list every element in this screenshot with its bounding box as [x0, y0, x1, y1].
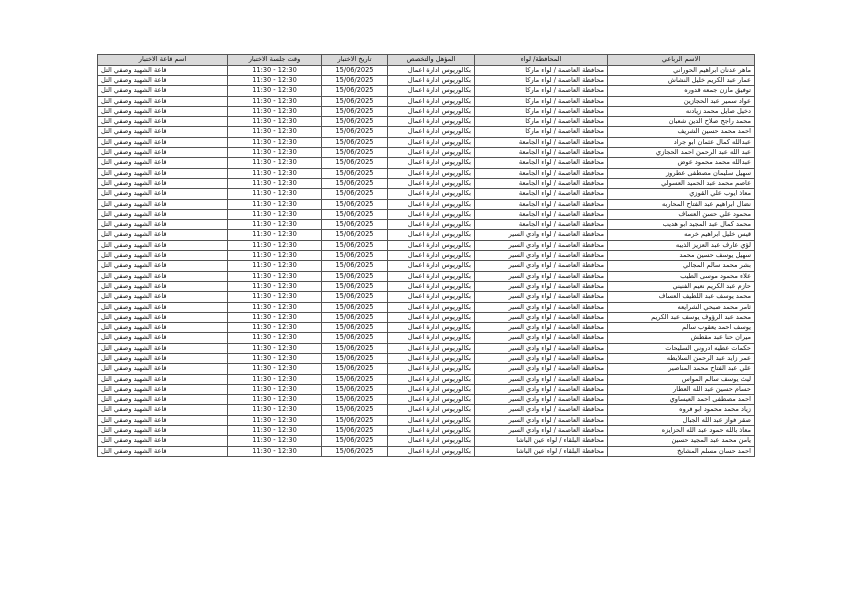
cell-governorate: محافظة العاصمة / لواء الجامعة: [475, 189, 608, 199]
header-exam-hall: اسم قاعة الاختبار: [98, 55, 228, 66]
cell-governorate: محافظة العاصمة / لواء الجامعة: [475, 178, 608, 188]
cell-exam-hall: قاعة الشهيد وصفي التل: [98, 86, 228, 96]
cell-full-name: احمد حسان مسلم المشايخ: [608, 446, 755, 456]
table-row: [98, 199, 755, 209]
table-row: [98, 343, 755, 353]
cell-qualification: بكالوريوس ادارة اعمال: [388, 168, 475, 178]
table-row: [98, 106, 755, 116]
cell-exam-date: 15/06/2025: [322, 364, 388, 374]
cell-full-name: بشر محمد سالم المجالي: [608, 261, 755, 271]
cell-exam-time: 11:30 - 12:30: [228, 415, 322, 425]
cell-qualification: بكالوريوس ادارة اعمال: [388, 384, 475, 394]
cell-exam-date: 15/06/2025: [322, 240, 388, 250]
table-row: [98, 137, 755, 147]
cell-governorate: محافظة البلقاء / لواء عين الباشا: [475, 446, 608, 456]
cell-governorate: محافظة العاصمة / لواء ماركا: [475, 106, 608, 116]
cell-exam-date: 15/06/2025: [322, 384, 388, 394]
cell-exam-time: 11:30 - 12:30: [228, 251, 322, 261]
cell-exam-hall: قاعة الشهيد وصفي التل: [98, 148, 228, 158]
cell-full-name: ليث يوسف سالم المواس: [608, 374, 755, 384]
cell-qualification: بكالوريوس ادارة اعمال: [388, 343, 475, 353]
cell-exam-date: 15/06/2025: [322, 251, 388, 261]
cell-exam-time: 11:30 - 12:30: [228, 302, 322, 312]
cell-exam-hall: قاعة الشهيد وصفي التل: [98, 220, 228, 230]
cell-exam-date: 15/06/2025: [322, 426, 388, 436]
table-row: [98, 333, 755, 343]
cell-governorate: محافظة العاصمة / لواء الجامعة: [475, 137, 608, 147]
cell-qualification: بكالوريوس ادارة اعمال: [388, 240, 475, 250]
cell-full-name: سهيل سليمان مصطفى عطروز: [608, 168, 755, 178]
cell-exam-time: 11:30 - 12:30: [228, 189, 322, 199]
cell-qualification: بكالوريوس ادارة اعمال: [388, 178, 475, 188]
cell-exam-time: 11:30 - 12:30: [228, 374, 322, 384]
cell-qualification: بكالوريوس ادارة اعمال: [388, 405, 475, 415]
cell-exam-date: 15/06/2025: [322, 302, 388, 312]
cell-exam-time: 11:30 - 12:30: [228, 333, 322, 343]
table-row: [98, 446, 755, 456]
cell-governorate: محافظة العاصمة / لواء وادي السير: [475, 251, 608, 261]
cell-governorate: محافظة العاصمة / لواء وادي السير: [475, 271, 608, 281]
cell-qualification: بكالوريوس ادارة اعمال: [388, 271, 475, 281]
cell-exam-date: 15/06/2025: [322, 281, 388, 291]
cell-governorate: محافظة العاصمة / لواء وادي السير: [475, 240, 608, 250]
cell-qualification: بكالوريوس ادارة اعمال: [388, 106, 475, 116]
cell-governorate: محافظة العاصمة / لواء وادي السير: [475, 261, 608, 271]
cell-governorate: محافظة العاصمة / لواء وادي السير: [475, 426, 608, 436]
cell-qualification: بكالوريوس ادارة اعمال: [388, 374, 475, 384]
table-row: [98, 415, 755, 425]
cell-full-name: قيس خليل ابراهيم خرمه: [608, 230, 755, 240]
cell-exam-date: 15/06/2025: [322, 405, 388, 415]
cell-governorate: محافظة العاصمة / لواء وادي السير: [475, 281, 608, 291]
cell-exam-date: 15/06/2025: [322, 436, 388, 446]
cell-exam-hall: قاعة الشهيد وصفي التل: [98, 65, 228, 75]
cell-qualification: بكالوريوس ادارة اعمال: [388, 395, 475, 405]
cell-full-name: حسام حسين عبد الله العطار: [608, 384, 755, 394]
cell-exam-time: 11:30 - 12:30: [228, 343, 322, 353]
cell-exam-time: 11:30 - 12:30: [228, 405, 322, 415]
cell-exam-time: 11:30 - 12:30: [228, 158, 322, 168]
cell-exam-hall: قاعة الشهيد وصفي التل: [98, 117, 228, 127]
header-full-name: الاسم الرباعي: [608, 55, 755, 66]
cell-governorate: محافظة العاصمة / لواء وادي السير: [475, 384, 608, 394]
cell-exam-time: 11:30 - 12:30: [228, 168, 322, 178]
cell-exam-date: 15/06/2025: [322, 106, 388, 116]
table-row: [98, 374, 755, 384]
cell-full-name: محمد كمال عبد المجيد ابو هديب: [608, 220, 755, 230]
cell-full-name: محمود علي حسن العساف: [608, 209, 755, 219]
cell-exam-hall: قاعة الشهيد وصفي التل: [98, 343, 228, 353]
cell-full-name: صقر فواز عبد الله الجبال: [608, 415, 755, 425]
cell-exam-date: 15/06/2025: [322, 446, 388, 456]
cell-qualification: بكالوريوس ادارة اعمال: [388, 230, 475, 240]
cell-governorate: محافظة العاصمة / لواء الجامعة: [475, 209, 608, 219]
cell-qualification: بكالوريوس ادارة اعمال: [388, 148, 475, 158]
cell-exam-hall: قاعة الشهيد وصفي التل: [98, 312, 228, 322]
table-row: [98, 240, 755, 250]
cell-qualification: بكالوريوس ادارة اعمال: [388, 364, 475, 374]
cell-exam-hall: قاعة الشهيد وصفي التل: [98, 240, 228, 250]
header-qualification: المؤهل والتخصص: [388, 55, 475, 66]
cell-governorate: محافظة العاصمة / لواء الجامعة: [475, 220, 608, 230]
cell-full-name: حكمات عطيه ادروني السليحات: [608, 343, 755, 353]
cell-qualification: بكالوريوس ادارة اعمال: [388, 261, 475, 271]
cell-full-name: عمار عبد الكريم خليل النشاش: [608, 75, 755, 85]
cell-exam-time: 11:30 - 12:30: [228, 354, 322, 364]
cell-exam-time: 11:30 - 12:30: [228, 261, 322, 271]
table-row: [98, 261, 755, 271]
cell-exam-time: 11:30 - 12:30: [228, 271, 322, 281]
cell-exam-hall: قاعة الشهيد وصفي التل: [98, 292, 228, 302]
cell-full-name: حازم عبد الكريم نعيم الفنيني: [608, 281, 755, 291]
cell-exam-hall: قاعة الشهيد وصفي التل: [98, 364, 228, 374]
header-exam-time: وقت جلسة الاختبار: [228, 55, 322, 66]
cell-full-name: زياد محمد محمود ابو فروه: [608, 405, 755, 415]
cell-exam-time: 11:30 - 12:30: [228, 292, 322, 302]
cell-exam-date: 15/06/2025: [322, 75, 388, 85]
table-row: [98, 405, 755, 415]
cell-exam-date: 15/06/2025: [322, 323, 388, 333]
cell-qualification: بكالوريوس ادارة اعمال: [388, 333, 475, 343]
cell-governorate: محافظة العاصمة / لواء وادي السير: [475, 323, 608, 333]
table-row: [98, 364, 755, 374]
cell-qualification: بكالوريوس ادارة اعمال: [388, 199, 475, 209]
cell-governorate: محافظة العاصمة / لواء وادي السير: [475, 395, 608, 405]
cell-governorate: محافظة العاصمة / لواء وادي السير: [475, 302, 608, 312]
cell-exam-hall: قاعة الشهيد وصفي التل: [98, 302, 228, 312]
header-exam-date: تاريخ الاختبار: [322, 55, 388, 66]
table-row: [98, 281, 755, 291]
exam-schedule-table: [97, 54, 755, 457]
cell-exam-time: 11:30 - 12:30: [228, 220, 322, 230]
cell-exam-date: 15/06/2025: [322, 65, 388, 75]
table-row: [98, 230, 755, 240]
cell-governorate: محافظة العاصمة / لواء وادي السير: [475, 333, 608, 343]
cell-exam-hall: قاعة الشهيد وصفي التل: [98, 374, 228, 384]
cell-full-name: لؤي عارف عبد العزيز الذيبه: [608, 240, 755, 250]
cell-exam-time: 11:30 - 12:30: [228, 240, 322, 250]
table-row: [98, 384, 755, 394]
table-row: [98, 86, 755, 96]
cell-governorate: محافظة العاصمة / لواء الجامعة: [475, 158, 608, 168]
cell-exam-hall: قاعة الشهيد وصفي التل: [98, 333, 228, 343]
cell-qualification: بكالوريوس ادارة اعمال: [388, 209, 475, 219]
cell-exam-time: 11:30 - 12:30: [228, 364, 322, 374]
cell-governorate: محافظة العاصمة / لواء وادي السير: [475, 364, 608, 374]
cell-exam-date: 15/06/2025: [322, 292, 388, 302]
cell-full-name: احمد مصطفى احمد العيساوي: [608, 395, 755, 405]
cell-exam-hall: قاعة الشهيد وصفي التل: [98, 261, 228, 271]
cell-qualification: بكالوريوس ادارة اعمال: [388, 354, 475, 364]
cell-exam-time: 11:30 - 12:30: [228, 312, 322, 322]
cell-full-name: يوسف احمد يعقوب سالم: [608, 323, 755, 333]
cell-exam-date: 15/06/2025: [322, 415, 388, 425]
cell-exam-date: 15/06/2025: [322, 137, 388, 147]
cell-exam-hall: قاعة الشهيد وصفي التل: [98, 436, 228, 446]
cell-exam-date: 15/06/2025: [322, 312, 388, 322]
cell-governorate: محافظة العاصمة / لواء الجامعة: [475, 168, 608, 178]
cell-exam-time: 11:30 - 12:30: [228, 86, 322, 96]
cell-exam-time: 11:30 - 12:30: [228, 65, 322, 75]
cell-qualification: بكالوريوس ادارة اعمال: [388, 65, 475, 75]
cell-qualification: بكالوريوس ادارة اعمال: [388, 426, 475, 436]
cell-qualification: بكالوريوس ادارة اعمال: [388, 281, 475, 291]
cell-qualification: بكالوريوس ادارة اعمال: [388, 137, 475, 147]
cell-full-name: ماهر عدنان ابراهيم الحوراني: [608, 65, 755, 75]
table-row: [98, 436, 755, 446]
cell-exam-hall: قاعة الشهيد وصفي التل: [98, 199, 228, 209]
cell-exam-hall: قاعة الشهيد وصفي التل: [98, 209, 228, 219]
cell-exam-hall: قاعة الشهيد وصفي التل: [98, 230, 228, 240]
cell-qualification: بكالوريوس ادارة اعمال: [388, 415, 475, 425]
cell-exam-hall: قاعة الشهيد وصفي التل: [98, 189, 228, 199]
table-row: [98, 158, 755, 168]
cell-exam-time: 11:30 - 12:30: [228, 96, 322, 106]
cell-exam-time: 11:30 - 12:30: [228, 106, 322, 116]
table-header-row: [98, 55, 755, 66]
cell-exam-hall: قاعة الشهيد وصفي التل: [98, 415, 228, 425]
cell-qualification: بكالوريوس ادارة اعمال: [388, 446, 475, 456]
cell-exam-date: 15/06/2025: [322, 117, 388, 127]
cell-qualification: بكالوريوس ادارة اعمال: [388, 302, 475, 312]
cell-exam-date: 15/06/2025: [322, 189, 388, 199]
cell-full-name: دخيل صايل محمد زيادنه: [608, 106, 755, 116]
cell-exam-time: 11:30 - 12:30: [228, 127, 322, 137]
cell-full-name: نضال ابراهيم عبد الفتاح المحاربه: [608, 199, 755, 209]
cell-exam-hall: قاعة الشهيد وصفي التل: [98, 127, 228, 137]
cell-governorate: محافظة العاصمة / لواء وادي السير: [475, 312, 608, 322]
cell-exam-time: 11:30 - 12:30: [228, 178, 322, 188]
cell-full-name: احمد محمد حسين الشريف: [608, 127, 755, 137]
cell-governorate: محافظة العاصمة / لواء ماركا: [475, 86, 608, 96]
cell-governorate: محافظة العاصمة / لواء الجامعة: [475, 148, 608, 158]
cell-exam-time: 11:30 - 12:30: [228, 75, 322, 85]
cell-full-name: علي عبد الفتاح محمد المناصير: [608, 364, 755, 374]
cell-full-name: عبد الله عبد الرحمن احمد الحجازي: [608, 148, 755, 158]
table-row: [98, 127, 755, 137]
cell-full-name: علاء محمود موسى الطيب: [608, 271, 755, 281]
table-row: [98, 117, 755, 127]
cell-exam-hall: قاعة الشهيد وصفي التل: [98, 405, 228, 415]
table-row: [98, 209, 755, 219]
cell-exam-time: 11:30 - 12:30: [228, 426, 322, 436]
cell-governorate: محافظة العاصمة / لواء ماركا: [475, 96, 608, 106]
cell-exam-date: 15/06/2025: [322, 261, 388, 271]
cell-qualification: بكالوريوس ادارة اعمال: [388, 189, 475, 199]
cell-exam-date: 15/06/2025: [322, 333, 388, 343]
table-row: [98, 302, 755, 312]
cell-full-name: محمد عبد الرؤوف يوسف عبد الكريم: [608, 312, 755, 322]
cell-full-name: ميران حنا عبد مقطش: [608, 333, 755, 343]
cell-qualification: بكالوريوس ادارة اعمال: [388, 158, 475, 168]
cell-exam-time: 11:30 - 12:30: [228, 446, 322, 456]
cell-exam-hall: قاعة الشهيد وصفي التل: [98, 384, 228, 394]
cell-exam-hall: قاعة الشهيد وصفي التل: [98, 106, 228, 116]
cell-full-name: معاذ بالله حمود عبد الله الحزايزه: [608, 426, 755, 436]
cell-governorate: محافظة العاصمة / لواء ماركا: [475, 117, 608, 127]
table-row: [98, 323, 755, 333]
cell-full-name: عمر زايد عبد الرحمن السلايطه: [608, 354, 755, 364]
cell-exam-date: 15/06/2025: [322, 395, 388, 405]
cell-full-name: محمد يوسف عبد اللطيف العساف: [608, 292, 755, 302]
cell-exam-hall: قاعة الشهيد وصفي التل: [98, 178, 228, 188]
table-row: [98, 189, 755, 199]
cell-governorate: محافظة العاصمة / لواء وادي السير: [475, 415, 608, 425]
cell-exam-date: 15/06/2025: [322, 354, 388, 364]
cell-qualification: بكالوريوس ادارة اعمال: [388, 127, 475, 137]
table-row: [98, 148, 755, 158]
cell-full-name: عواد سمير عبد الحجازين: [608, 96, 755, 106]
cell-exam-time: 11:30 - 12:30: [228, 199, 322, 209]
table-row: [98, 251, 755, 261]
cell-exam-date: 15/06/2025: [322, 168, 388, 178]
table-row: [98, 75, 755, 85]
cell-governorate: محافظة العاصمة / لواء ماركا: [475, 75, 608, 85]
cell-qualification: بكالوريوس ادارة اعمال: [388, 251, 475, 261]
cell-exam-date: 15/06/2025: [322, 343, 388, 353]
table-row: [98, 96, 755, 106]
cell-governorate: محافظة العاصمة / لواء وادي السير: [475, 405, 608, 415]
cell-qualification: بكالوريوس ادارة اعمال: [388, 96, 475, 106]
cell-exam-date: 15/06/2025: [322, 86, 388, 96]
table-row: [98, 354, 755, 364]
cell-full-name: عاصم محمد عبد الحميد العسولي: [608, 178, 755, 188]
cell-exam-date: 15/06/2025: [322, 148, 388, 158]
cell-full-name: عبدالله محمد محمود عوض: [608, 158, 755, 168]
table-row: [98, 168, 755, 178]
cell-exam-date: 15/06/2025: [322, 230, 388, 240]
cell-exam-time: 11:30 - 12:30: [228, 436, 322, 446]
cell-exam-hall: قاعة الشهيد وصفي التل: [98, 281, 228, 291]
table-row: [98, 65, 755, 75]
cell-exam-hall: قاعة الشهيد وصفي التل: [98, 96, 228, 106]
cell-exam-hall: قاعة الشهيد وصفي التل: [98, 75, 228, 85]
cell-full-name: سهيل يوسف حسين محمد: [608, 251, 755, 261]
cell-governorate: محافظة البلقاء / لواء عين الباشا: [475, 436, 608, 446]
cell-exam-time: 11:30 - 12:30: [228, 395, 322, 405]
cell-governorate: محافظة العاصمة / لواء ماركا: [475, 65, 608, 75]
cell-exam-time: 11:30 - 12:30: [228, 117, 322, 127]
cell-exam-hall: قاعة الشهيد وصفي التل: [98, 323, 228, 333]
cell-qualification: بكالوريوس ادارة اعمال: [388, 292, 475, 302]
cell-exam-date: 15/06/2025: [322, 158, 388, 168]
table-row: [98, 292, 755, 302]
table-row: [98, 220, 755, 230]
cell-exam-hall: قاعة الشهيد وصفي التل: [98, 158, 228, 168]
cell-governorate: محافظة العاصمة / لواء وادي السير: [475, 374, 608, 384]
header-governorate: المحافظة/ لواء: [475, 55, 608, 66]
cell-qualification: بكالوريوس ادارة اعمال: [388, 86, 475, 96]
table-row: [98, 426, 755, 436]
cell-qualification: بكالوريوس ادارة اعمال: [388, 75, 475, 85]
cell-governorate: محافظة العاصمة / لواء الجامعة: [475, 199, 608, 209]
cell-exam-hall: قاعة الشهيد وصفي التل: [98, 137, 228, 147]
cell-exam-hall: قاعة الشهيد وصفي التل: [98, 395, 228, 405]
cell-exam-date: 15/06/2025: [322, 220, 388, 230]
cell-full-name: توفيق مازن جمعه قدوره: [608, 86, 755, 96]
cell-qualification: بكالوريوس ادارة اعمال: [388, 323, 475, 333]
cell-exam-time: 11:30 - 12:30: [228, 209, 322, 219]
cell-exam-hall: قاعة الشهيد وصفي التل: [98, 251, 228, 261]
cell-governorate: محافظة العاصمة / لواء وادي السير: [475, 292, 608, 302]
cell-full-name: ثامر محمد صبحي الشرايعه: [608, 302, 755, 312]
cell-governorate: محافظة العاصمة / لواء وادي السير: [475, 354, 608, 364]
table-row: [98, 271, 755, 281]
table-row: [98, 178, 755, 188]
cell-exam-hall: قاعة الشهيد وصفي التل: [98, 168, 228, 178]
cell-qualification: بكالوريوس ادارة اعمال: [388, 117, 475, 127]
cell-governorate: محافظة العاصمة / لواء وادي السير: [475, 230, 608, 240]
cell-exam-date: 15/06/2025: [322, 96, 388, 106]
table-row: [98, 312, 755, 322]
cell-exam-date: 15/06/2025: [322, 271, 388, 281]
cell-exam-hall: قاعة الشهيد وصفي التل: [98, 426, 228, 436]
cell-exam-time: 11:30 - 12:30: [228, 281, 322, 291]
cell-exam-hall: قاعة الشهيد وصفي التل: [98, 354, 228, 364]
cell-exam-hall: قاعة الشهيد وصفي التل: [98, 271, 228, 281]
cell-exam-date: 15/06/2025: [322, 374, 388, 384]
cell-qualification: بكالوريوس ادارة اعمال: [388, 220, 475, 230]
cell-exam-time: 11:30 - 12:30: [228, 148, 322, 158]
cell-exam-time: 11:30 - 12:30: [228, 230, 322, 240]
cell-full-name: محمد راجح صلاح الدين شعبان: [608, 117, 755, 127]
cell-exam-date: 15/06/2025: [322, 178, 388, 188]
cell-governorate: محافظة العاصمة / لواء ماركا: [475, 127, 608, 137]
cell-exam-time: 11:30 - 12:30: [228, 137, 322, 147]
cell-qualification: بكالوريوس ادارة اعمال: [388, 436, 475, 446]
cell-full-name: عبدالله كمال عثمان ابو جراد: [608, 137, 755, 147]
cell-exam-date: 15/06/2025: [322, 127, 388, 137]
cell-qualification: بكالوريوس ادارة اعمال: [388, 312, 475, 322]
cell-exam-time: 11:30 - 12:30: [228, 323, 322, 333]
cell-governorate: محافظة العاصمة / لواء وادي السير: [475, 343, 608, 353]
table-body: [98, 65, 755, 456]
cell-exam-time: 11:30 - 12:30: [228, 384, 322, 394]
table-row: [98, 395, 755, 405]
cell-full-name: يامن محمد عبد المجيد حسين: [608, 436, 755, 446]
cell-exam-hall: قاعة الشهيد وصفي التل: [98, 446, 228, 456]
cell-exam-date: 15/06/2025: [322, 209, 388, 219]
cell-full-name: معاذ ايوب علي القوزي: [608, 189, 755, 199]
cell-exam-date: 15/06/2025: [322, 199, 388, 209]
